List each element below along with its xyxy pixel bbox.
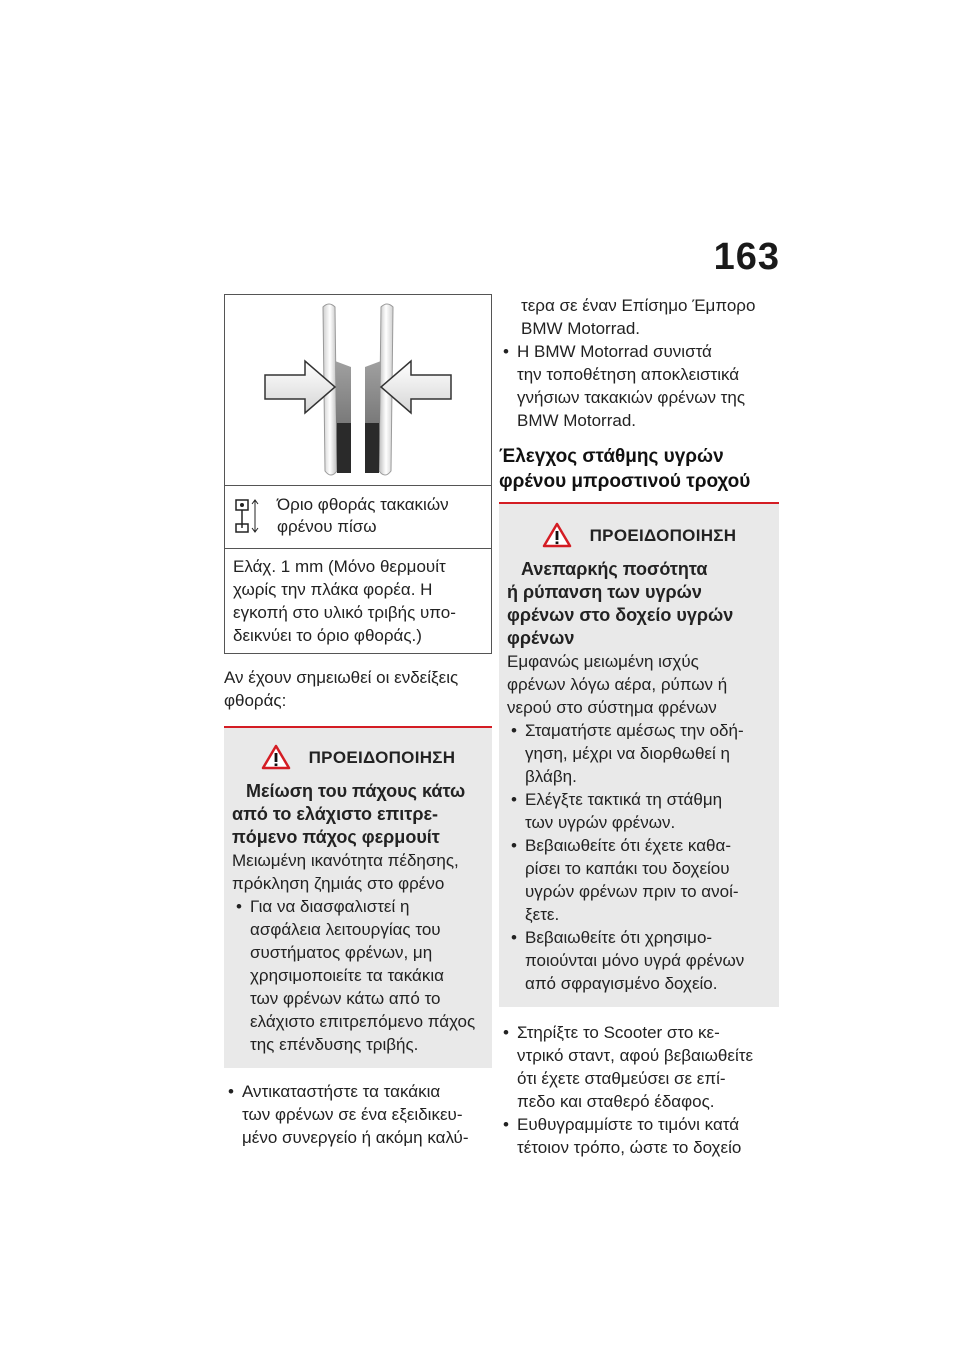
list-item — [499, 1113, 779, 1159]
warning-triangle-icon — [261, 744, 291, 770]
continuation-line: BMW Motorrad. — [521, 319, 641, 338]
list-item — [232, 895, 484, 1056]
bullet-line: • Ευθυγραμμίστε το τιμόνι κατά — [517, 1115, 740, 1134]
warning-triangle-icon — [542, 522, 572, 548]
bullet-line: γηση, μέχρι να διορθωθεί η — [525, 744, 730, 763]
bullet-line: τέτοιον τρόπο, ώστε το δοχείο — [517, 1138, 742, 1157]
brake-pad-figure — [224, 294, 492, 486]
continuation-line: τερα σε έναν Επίσημο Έμπορο — [521, 296, 756, 315]
bullet-line: ντρικό σταντ, αφού βεβαιωθείτε — [517, 1046, 754, 1065]
warning-label: ΠΡΟΕΙΔΟΠΟΙΗΣΗ — [308, 747, 456, 767]
bullet-line: μένο συνεργείο ή ακόμη καλύ- — [242, 1128, 469, 1147]
bullet-line: ελάχιστο επιτρεπόμενο πάχος — [250, 1012, 476, 1031]
bullet-line: ποιούνται μόνο υγρά φρένων — [525, 951, 745, 970]
spec-title-line: Όριο φθοράς τακακιών — [277, 495, 449, 514]
continuation-text — [499, 294, 779, 340]
bullet-line: ασφάλεια λειτουργίας του — [250, 920, 441, 939]
right-bullets-bottom — [499, 1021, 779, 1159]
intro-line: φθοράς: — [224, 691, 287, 710]
bullet-line: ότι έχετε σταθμεύσει σε επί- — [517, 1069, 726, 1088]
brake-pad-arrows-illustration — [225, 295, 491, 485]
bullet-line: • Η BMW Motorrad συνιστά — [517, 342, 712, 361]
bullet-line: των φρένων κάτω από το — [250, 989, 441, 1008]
warning-text-line: φρένων λόγω αέρα, ρύπων ή — [507, 675, 728, 694]
section-heading-line: Έλεγχος στάθμης υγρών — [499, 446, 724, 467]
spec-table — [224, 486, 492, 654]
list-item — [499, 1021, 779, 1113]
bullet-line: συστήματος φρένων, μη — [250, 943, 433, 962]
bullet-line: • Ελέγξτε τακτικά τη στάθμη — [525, 790, 723, 809]
bullet-line: την τοποθέτηση αποκλειστικά — [517, 365, 740, 384]
list-item — [224, 1080, 492, 1149]
bullet-line: • Βεβαιωθείτε ότι έχετε καθα- — [525, 836, 731, 855]
warning-title-line: από το ελάχιστο επιτρε- — [232, 804, 439, 824]
right-column — [499, 294, 779, 1159]
bullet-line: υγρών φρένων πριν το ανοί- — [525, 882, 739, 901]
spec-value-line: Ελάχ. 1 mm (Μόνο θερμουίτ — [233, 557, 446, 576]
bullet-line: • Για να διασφαλιστεί η — [250, 897, 410, 916]
warning-bullets — [507, 719, 771, 995]
bullet-line: των υγρών φρένων. — [525, 813, 676, 832]
bullet-line: χρησιμοποιείτε τα τακάκια — [250, 966, 444, 985]
list-item — [507, 834, 771, 926]
bullet-line: ρίσει το καπάκι του δοχείου — [525, 859, 730, 878]
warning-text-line: Μειωμένη ικανότητα πέδησης, — [232, 851, 459, 870]
warning-bullets — [232, 895, 484, 1056]
section-heading-line: φρένου μπροστινού τροχού — [499, 471, 751, 492]
left-bullets — [224, 1080, 492, 1149]
bullet-line: από σφραγισμένο δοχείο. — [525, 974, 718, 993]
bullet-line: ξετε. — [525, 905, 560, 924]
spec-title-line: φρένου πίσω — [277, 517, 377, 536]
bullet-line: γνήσιων τακακιών φρένων της — [517, 388, 746, 407]
spec-value-line: εγκοπή στο υλικό τριβής υπο- — [233, 603, 456, 622]
warning-box-brake-fluid — [499, 502, 779, 1007]
intro-line: Αν έχουν σημειωθεί οι ενδείξεις — [224, 668, 459, 687]
bullet-line: των φρένων σε ένα εξειδικευ- — [242, 1105, 463, 1124]
warning-label: ΠΡΟΕΙΔΟΠΟΙΗΣΗ — [589, 525, 737, 545]
spec-header — [225, 486, 491, 549]
warning-text-line: νερού στο σύστημα φρένων — [507, 698, 717, 717]
section-heading — [499, 444, 779, 502]
list-item — [507, 926, 771, 995]
bullet-line: BMW Motorrad. — [517, 411, 637, 430]
bullet-line: • Στηρίξτε το Scooter στο κε- — [517, 1023, 720, 1042]
bullet-line: της επένδυσης τριβής. — [250, 1035, 419, 1054]
bullet-line: • Αντικαταστήστε τα τακάκια — [242, 1082, 441, 1101]
page-number: 163 — [713, 236, 780, 278]
warning-title-line: φρένων στο δοχείο υγρών — [507, 605, 734, 625]
right-bullets-top — [499, 340, 779, 432]
warning-box-pad-thickness — [224, 726, 492, 1068]
list-item — [507, 719, 771, 788]
warning-header — [232, 744, 484, 770]
warning-title-line: ή ρύπανση των υγρών — [507, 582, 702, 602]
warning-title-line: Ανεπαρκής ποσότητα — [521, 559, 708, 579]
brake-pad-wear-icon — [233, 494, 263, 538]
bullet-line: • Βεβαιωθείτε ότι χρησιμο- — [525, 928, 713, 947]
warning-title-line: Μείωση του πάχους κάτω — [246, 781, 466, 801]
spec-value — [225, 549, 491, 653]
list-item — [499, 340, 779, 432]
bullet-line: • Σταματήστε αμέσως την οδή- — [525, 721, 744, 740]
left-column — [224, 294, 492, 1149]
bullet-line: πεδο και σταθερό έδαφος. — [517, 1092, 715, 1111]
warning-header — [507, 522, 771, 548]
intro-paragraph — [224, 666, 492, 712]
bullet-line: βλάβη. — [525, 767, 577, 786]
spec-value-line: χωρίς την πλάκα φορέα. Η — [233, 580, 433, 599]
list-item — [507, 788, 771, 834]
spec-title — [277, 494, 449, 538]
warning-text-line: Εμφανώς μειωμένη ισχύς — [507, 652, 699, 671]
warning-title-line: φρένων — [507, 628, 575, 648]
spec-value-line: δεικνύει το όριο φθοράς.) — [233, 626, 422, 645]
warning-text-line: πρόκληση ζημιάς στο φρένο — [232, 874, 445, 893]
warning-title-line: πόμενο πάχος φερμουίτ — [232, 827, 440, 847]
